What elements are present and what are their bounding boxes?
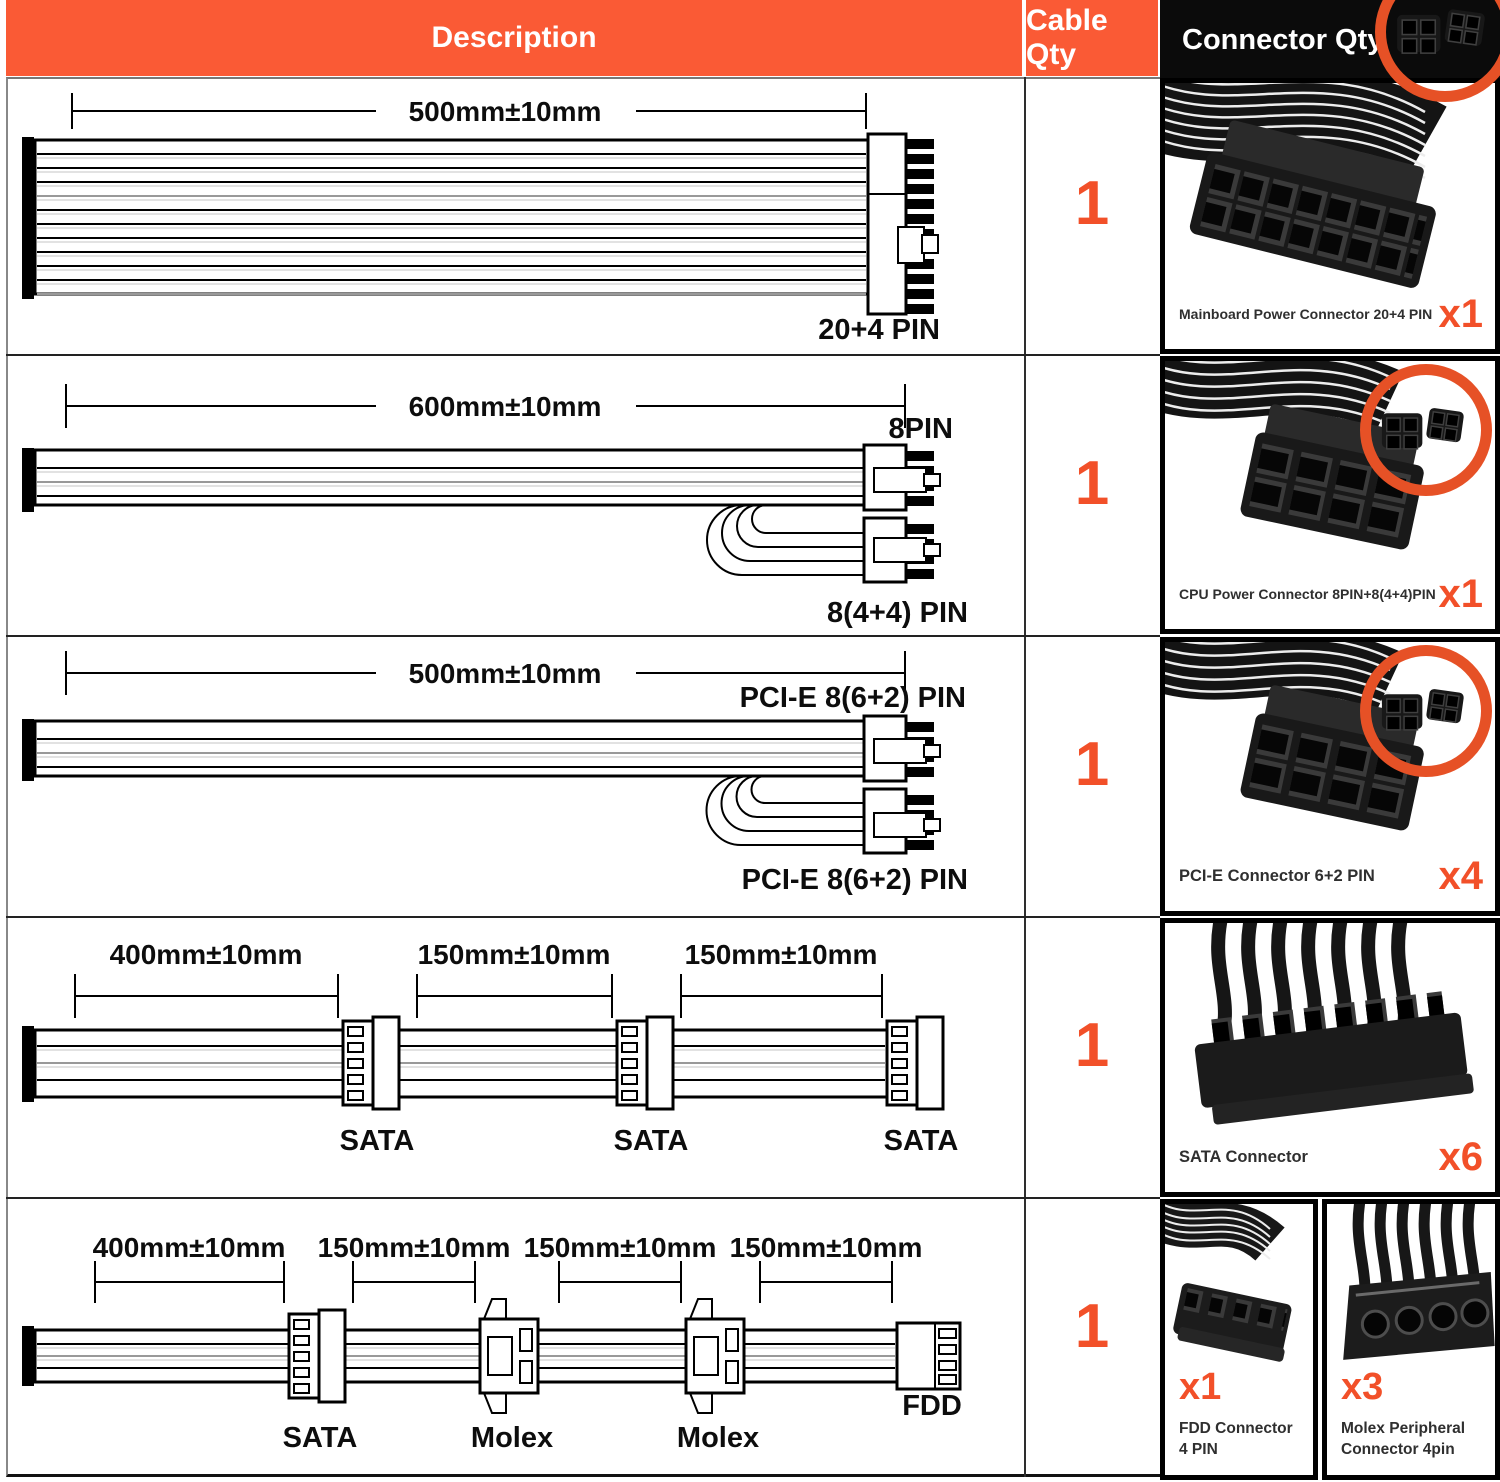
fdd-connector-drawing [897,1323,960,1389]
mini-connector-pair [1395,0,1494,74]
connector-qty-badge: x6 [1438,1134,1483,1179]
dimension-400mm [75,939,338,1018]
connector-cell-row5-fdd [1160,1199,1318,1480]
cable-qty-cell-row3 [1026,637,1158,916]
svg-text:500mm±10mm: 500mm±10mm [408,96,602,127]
connector-qty-badge: x1 [1438,291,1483,336]
svg-text:400mm±10mm: 400mm±10mm [92,1232,286,1263]
ribbon-cable [22,1026,887,1102]
connector-caption-line1: Molex Peripheral [1341,1420,1466,1438]
mainboard-connector-photo [1165,83,1495,298]
connector-caption: CPU Power Connector 8PIN+8(4+4)PIN [1179,586,1436,602]
connector-caption-block [1179,1366,1307,1461]
header-description [6,0,1022,76]
connector-cell-row4 [1160,918,1500,1197]
molex-connector-photo [1327,1204,1495,1364]
header-connector-qty-label: Connector Qty [1182,23,1384,56]
connector-label: 20+4 PIN [818,314,940,346]
connector-caption-row [1165,285,1495,349]
cable-diagram-molex-fdd [8,1199,1024,1477]
cable-qty-value: 1 [1074,1291,1110,1361]
loop-wires [707,505,864,575]
dimension-150mm-2 [681,939,882,1018]
connector-label-1: SATA [282,1422,358,1454]
header-cable-qty [1026,0,1158,76]
cable-qty-cell-row5 [1026,1199,1158,1477]
sata-connector-drawing-3 [887,1017,943,1109]
connector-label-4: FDD [902,1390,962,1422]
cable-qty-value: 1 [1074,449,1110,518]
connector-caption-block [1341,1366,1489,1461]
ribbon-cable [22,448,864,512]
svg-text:400mm±10mm: 400mm±10mm [109,939,303,970]
connector-label-top: 8PIN [888,413,953,445]
connector-caption: Mainboard Power Connector 20+4 PIN [1179,306,1433,322]
cable-qty-cell-row2 [1026,356,1158,635]
connector-qty-badge: x4 [1438,853,1483,898]
sata-connector-drawing-1 [343,1017,399,1109]
dimension-150mm-1 [417,939,612,1018]
connector-caption-line2: Connector 4pin [1341,1441,1455,1459]
highlight-ring-row2 [1360,364,1492,496]
connector-label-3: SATA [883,1125,959,1157]
connector-20-4pin-drawing [868,134,938,314]
dimension-600mm [66,384,905,428]
connector-label-1: SATA [339,1125,415,1157]
connector-label-3: Molex [676,1422,760,1454]
fdd-connector-photo [1165,1204,1313,1364]
ribbon-cable [22,137,868,299]
sata-connector-drawing-2 [617,1017,673,1109]
sata-connector-drawing [289,1310,345,1402]
connector-caption-row [1165,847,1495,911]
connector-qty-badge: x3 [1341,1366,1384,1409]
svg-text:150mm±10mm: 150mm±10mm [523,1232,717,1263]
connector-8-4-4pin-drawing [864,518,940,582]
connector-pcie-bottom-drawing [864,789,940,853]
highlight-ring-row3 [1360,645,1492,777]
cable-qty-value: 1 [1074,1011,1110,1080]
cable-diagram-sata [8,918,1024,1196]
cable-qty-cell-row4 [1026,918,1158,1197]
svg-text:150mm±10mm: 150mm±10mm [729,1232,923,1263]
connector-8pin-drawing [864,445,940,510]
sata-connector-photo [1165,923,1495,1138]
svg-text:150mm±10mm: 150mm±10mm [317,1232,511,1263]
svg-text:500mm±10mm: 500mm±10mm [408,658,602,689]
ribbon-cable [22,719,864,781]
mini-connector-pair [1380,390,1472,469]
connector-cell-row5-molex [1322,1199,1500,1480]
connector-label-2: Molex [470,1422,554,1454]
dimension-150mm-1 [318,1232,511,1303]
connector-caption-line1: FDD Connector [1179,1420,1293,1438]
connector-caption: PCI-E Connector 6+2 PIN [1179,866,1375,885]
connector-qty-badge: x1 [1179,1366,1222,1409]
molex-connector-drawing-2 [686,1299,744,1413]
svg-text:150mm±10mm: 150mm±10mm [684,939,878,970]
connector-caption-line2: 4 PIN [1179,1441,1218,1459]
cable-qty-value: 1 [1074,730,1110,799]
ribbon-cable [22,1326,897,1386]
connector-caption: SATA Connector [1179,1147,1308,1166]
dimension-150mm-3 [730,1232,923,1303]
connector-cell-row1 [1160,78,1500,354]
connector-qty-badge: x1 [1438,571,1483,616]
dimension-500mm [72,93,866,129]
dimension-400mm [93,1232,286,1303]
connector-caption-row [1165,1128,1495,1192]
cable-qty-cell-row1 [1026,77,1158,354]
cable-diagram-cpu-8pin [8,356,1024,634]
connector-pcie-top-drawing [864,716,940,781]
mini-connector-pair [1380,671,1472,750]
connector-caption-row [1165,565,1495,629]
connector-label-top: PCI-E 8(6+2) PIN [739,682,966,714]
cable-qty-value: 1 [1074,169,1110,238]
connector-label-bottom: PCI-E 8(6+2) PIN [741,864,968,896]
connector-label-bottom: 8(4+4) PIN [826,597,968,629]
dimension-150mm-2 [524,1232,717,1303]
header-cable-qty-label: Cable Qty [1026,4,1108,71]
svg-text:600mm±10mm: 600mm±10mm [408,391,602,422]
loop-wires [707,776,864,845]
cable-diagram-pcie [8,637,1024,915]
svg-text:150mm±10mm: 150mm±10mm [417,939,611,970]
molex-connector-drawing-1 [480,1299,538,1413]
cable-diagram-atx-20-4pin [8,77,1024,355]
connector-label-2: SATA [613,1125,689,1157]
header-description-label: Description [431,21,597,54]
